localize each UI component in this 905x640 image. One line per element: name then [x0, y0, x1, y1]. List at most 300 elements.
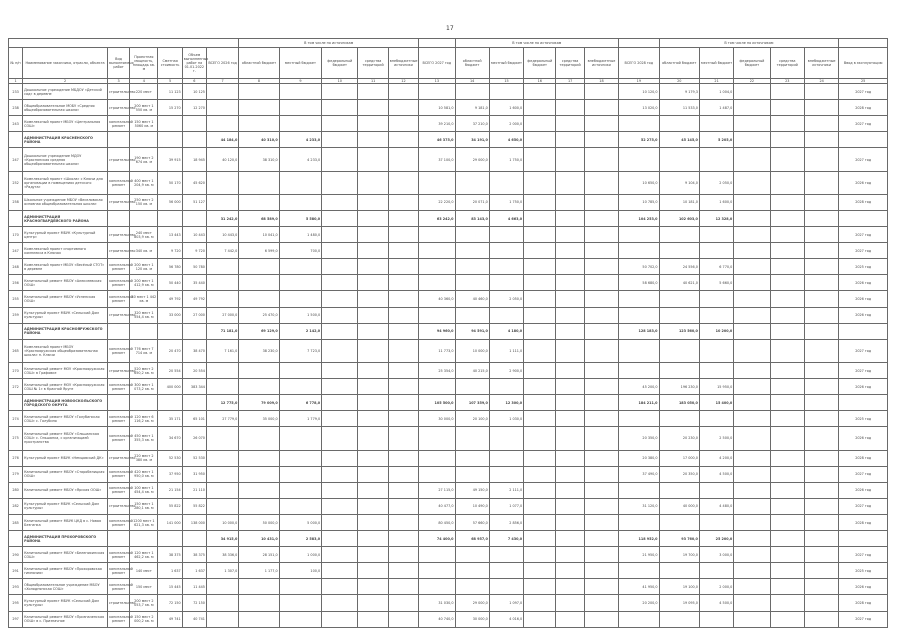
row-number-cell: 255: [9, 291, 23, 307]
table-cell: 24 556,0: [659, 259, 699, 275]
table-cell: [619, 148, 659, 171]
table-cell: [524, 362, 556, 378]
table-cell: [734, 116, 770, 132]
table-cell: 40 310,0: [239, 132, 279, 148]
table-row: [9, 379, 888, 395]
table-cell: [556, 362, 584, 378]
table-cell: [524, 482, 556, 498]
table-cell: [107, 531, 129, 547]
table-cell: [619, 514, 659, 530]
row-number-cell: 274: [9, 411, 23, 427]
table-cell: 50 702,0: [619, 259, 659, 275]
table-cell: 1 637: [158, 563, 182, 579]
table-cell: [734, 84, 770, 100]
table-cell: [619, 339, 659, 362]
table-cell: 1 487,0: [699, 100, 733, 116]
table-cell: 4 200,0: [699, 450, 733, 466]
column-header: Ввод в эксплуатацию: [839, 48, 888, 79]
table-cell: [322, 514, 358, 530]
table-cell: 20 554: [182, 362, 206, 378]
column-index: 18: [584, 79, 618, 84]
object-name-cell: Комплексный проект МБОУ «Весёлый СТОТ» в деревне: [23, 259, 108, 275]
table-cell: [556, 323, 584, 339]
table-cell: [584, 100, 618, 116]
table-cell: [734, 579, 770, 595]
table-cell: 57 660,0: [455, 514, 489, 530]
table-cell: [804, 498, 838, 514]
table-cell: [584, 259, 618, 275]
table-cell: [804, 482, 838, 498]
table-cell: 118 952,0: [619, 531, 659, 547]
group-header-2027: В том числе по источникам: [455, 39, 619, 48]
table-cell: [455, 547, 489, 563]
table-cell: [804, 579, 838, 595]
table-cell: 10 000,0: [455, 339, 489, 362]
object-name-cell: Капитальный ремонт МБОУ «Алексеевская ООШ»: [23, 275, 108, 291]
table-cell: 150 мест 2 000,2 кв. м: [130, 611, 158, 627]
table-cell: 10 000,0: [206, 514, 238, 530]
table-row: [9, 411, 888, 427]
table-cell: [584, 498, 618, 514]
table-cell: [524, 563, 556, 579]
table-cell: [358, 498, 388, 514]
table-cell: [584, 547, 618, 563]
table-cell: 49 741: [158, 611, 182, 627]
table-cell: [584, 243, 618, 259]
table-cell: [489, 259, 523, 275]
table-cell: [489, 171, 523, 194]
table-cell: [770, 171, 804, 194]
column-index: 9: [279, 79, 321, 84]
table-cell: 5 660,0: [699, 275, 733, 291]
table-cell: 34 915,0: [206, 531, 238, 547]
table-cell: 94 960,0: [419, 323, 455, 339]
table-cell: 49 150,0: [455, 482, 489, 498]
table-cell: [388, 379, 418, 395]
column-index: 14: [455, 79, 489, 84]
table-cell: [584, 395, 618, 411]
table-cell: 4 500,0: [699, 466, 733, 482]
table-cell: [419, 307, 455, 323]
section-total-row: [9, 210, 888, 226]
table-cell: [804, 148, 838, 171]
table-cell: [699, 307, 733, 323]
table-cell: [770, 611, 804, 627]
table-cell: 13 020,0: [619, 100, 659, 116]
object-name-cell: Дошкольное учреждение МБДОУ «Детский сад» в деревне: [23, 84, 108, 100]
table-cell: 1 750,0: [489, 148, 523, 171]
table-cell: [206, 379, 238, 395]
table-cell: 38 336,0: [206, 547, 238, 563]
table-cell: 420 мест 1 950,0 кв. м: [130, 466, 158, 482]
table-cell: [556, 427, 584, 450]
table-cell: [358, 411, 388, 427]
table-cell: [556, 482, 584, 498]
table-cell: [388, 395, 418, 411]
table-cell: [489, 307, 523, 323]
table-cell: [659, 611, 699, 627]
table-cell: 72 150: [182, 595, 206, 611]
column-header: местный бюджет: [699, 48, 733, 79]
table-cell: 9 720: [182, 243, 206, 259]
row-number-cell: 295: [9, 595, 23, 611]
table-cell: 383 344: [182, 379, 206, 395]
table-cell: [206, 498, 238, 514]
table-cell: [556, 498, 584, 514]
table-cell: [388, 595, 418, 611]
table-cell: 40 477,0: [419, 498, 455, 514]
object-name-cell: АДМИНИСТРАЦИЯ КРАСНОЯРУЖСКОГО РАЙОНА: [23, 323, 108, 339]
object-name-cell: Общеобразовательное учреждение МБОУ «Холоднянская СОШ»: [23, 579, 108, 595]
table-cell: [524, 595, 556, 611]
table-cell: 20 380,0: [619, 450, 659, 466]
table-cell: [388, 339, 418, 362]
table-cell: [770, 563, 804, 579]
table-row: [9, 116, 888, 132]
table-cell: 2 000,0: [489, 116, 523, 132]
table-cell: [419, 466, 455, 482]
table-cell: 2027 год: [839, 466, 888, 482]
table-cell: [239, 259, 279, 275]
table-cell: [388, 132, 418, 148]
column-header-row: [9, 48, 888, 79]
table-cell: [770, 482, 804, 498]
table-cell: [388, 307, 418, 323]
table-cell: 40 215,0: [455, 362, 489, 378]
table-cell: 25 470,0: [239, 307, 279, 323]
table-row: [9, 450, 888, 466]
table-cell: 40 мест 1 442 кв. м: [130, 291, 158, 307]
table-cell: [770, 132, 804, 148]
row-number-cell: 272: [9, 379, 23, 395]
table-cell: [388, 466, 418, 482]
column-header: внебюджетные источники: [804, 48, 838, 79]
table-cell: [358, 275, 388, 291]
table-cell: [770, 259, 804, 275]
table-cell: 19 100,0: [659, 579, 699, 595]
table-cell: [734, 531, 770, 547]
table-cell: [734, 275, 770, 291]
table-cell: [770, 450, 804, 466]
table-cell: [358, 227, 388, 243]
table-cell: [279, 482, 321, 498]
table-cell: [419, 84, 455, 100]
table-cell: 49 792: [182, 291, 206, 307]
table-cell: 10 120,0: [619, 84, 659, 100]
table-cell: 4 233,0: [279, 148, 321, 171]
object-name-cell: АДМИНИСТРАЦИЯ НОВООСКОЛЬСКОГО ГОРОДСКОГО ОКРУГА: [23, 395, 108, 411]
row-number-cell: 258: [9, 194, 23, 210]
table-cell: [358, 563, 388, 579]
table-cell: капитальный ремонт: [107, 579, 129, 595]
table-cell: [239, 84, 279, 100]
table-cell: [584, 379, 618, 395]
table-cell: [734, 148, 770, 171]
column-header: внебюджетные источники: [584, 48, 618, 79]
row-number-cell: 247: [9, 243, 23, 259]
table-row: [9, 194, 888, 210]
table-cell: [455, 379, 489, 395]
table-cell: 39 210,0: [419, 116, 455, 132]
object-name-cell: АДМИНИСТРАЦИЯ КРАСНОГВАРДЕЙСКОГО РАЙОНА: [23, 210, 108, 226]
table-cell: 2026 год: [839, 379, 888, 395]
table-cell: [455, 84, 489, 100]
table-cell: [524, 148, 556, 171]
table-cell: [770, 427, 804, 450]
row-number-cell: 233: [9, 84, 23, 100]
table-cell: 9 720: [158, 243, 182, 259]
table-cell: [804, 547, 838, 563]
table-cell: 52 530: [182, 450, 206, 466]
object-name-cell: Капитальный ремонт МБОУ «Успенская ООШ»: [23, 291, 108, 307]
table-cell: [322, 427, 358, 450]
table-cell: [524, 210, 556, 226]
table-cell: [206, 84, 238, 100]
table-cell: капитальный ремонт: [107, 514, 129, 530]
table-cell: [158, 323, 182, 339]
table-cell: [770, 100, 804, 116]
table-cell: [358, 323, 388, 339]
table-cell: [279, 84, 321, 100]
table-cell: [524, 379, 556, 395]
table-cell: 52 275,0: [619, 132, 659, 148]
table-cell: [584, 531, 618, 547]
table-cell: [770, 579, 804, 595]
table-cell: 52 530: [158, 450, 182, 466]
table-cell: 11 123: [158, 84, 182, 100]
table-cell: 74 400,0: [419, 531, 455, 547]
table-cell: [556, 291, 584, 307]
table-cell: капитальный ремонт: [107, 466, 129, 482]
table-cell: 65 101: [182, 411, 206, 427]
column-header: средства территорий: [556, 48, 584, 79]
table-cell: [556, 395, 584, 411]
table-cell: строительство: [107, 498, 129, 514]
table-cell: 2027 год: [839, 243, 888, 259]
table-cell: [182, 116, 206, 132]
table-cell: 26 070: [182, 427, 206, 450]
table-cell: [206, 116, 238, 132]
table-cell: [489, 275, 523, 291]
table-cell: [388, 171, 418, 194]
object-name-cell: Культурный проект МБУК «Сельский Дом культуры»: [23, 498, 108, 514]
table-cell: 50 780: [182, 259, 206, 275]
table-cell: [734, 547, 770, 563]
table-cell: [770, 547, 804, 563]
table-cell: 20 230,0: [659, 427, 699, 450]
table-cell: 27 000,0: [206, 307, 238, 323]
table-cell: 19 095,0: [659, 595, 699, 611]
object-name-cell: Капитальный ремонт МБОУ «Призначенская ООШ» в с. Призначное: [23, 611, 108, 627]
table-cell: [804, 379, 838, 395]
table-cell: [322, 595, 358, 611]
table-cell: [524, 275, 556, 291]
object-name-cell: Капитальный ремонт МБОУ «Старобелицкая ООШ»: [23, 466, 108, 482]
table-cell: капитальный ремонт: [107, 547, 129, 563]
table-cell: [839, 132, 888, 148]
object-name-cell: Школьное учреждение МБОУ «Веселовская основная общеобразовательная школа»: [23, 194, 108, 210]
table-row: [9, 307, 888, 323]
object-name-cell: Комплексный проект «Школа» с Ключи для организации в помещениях детского «Радуга»: [23, 171, 108, 194]
table-cell: [239, 291, 279, 307]
table-cell: [455, 171, 489, 194]
table-cell: [584, 595, 618, 611]
table-cell: [419, 227, 455, 243]
column-index: 16: [524, 79, 556, 84]
table-cell: [770, 227, 804, 243]
table-cell: [804, 171, 838, 194]
column-header: областной бюджет: [239, 48, 279, 79]
table-cell: [804, 84, 838, 100]
table-cell: [358, 531, 388, 547]
table-cell: [206, 611, 238, 627]
table-cell: 2026 год: [839, 291, 888, 307]
table-cell: [358, 395, 388, 411]
table-cell: 9 179,3: [659, 84, 699, 100]
table-cell: [322, 307, 358, 323]
table-cell: 104 253,0: [619, 210, 659, 226]
table-cell: [107, 132, 129, 148]
table-cell: [107, 210, 129, 226]
table-cell: 2025 год: [839, 259, 888, 275]
table-cell: 150 мест 1 5060 кв. м: [130, 116, 158, 132]
table-cell: [279, 171, 321, 194]
table-cell: 27 779,0: [206, 411, 238, 427]
table-cell: 5 000,0: [279, 514, 321, 530]
table-cell: [770, 498, 804, 514]
table-cell: 39 915: [158, 148, 182, 171]
row-number-cell: 275: [9, 427, 23, 450]
table-cell: [489, 379, 523, 395]
table-cell: [556, 547, 584, 563]
table-cell: [699, 514, 733, 530]
table-cell: 20 350,0: [619, 427, 659, 450]
object-name-cell: Капитальный ремонт МБУК ЦКД в с. Новая Безгинка: [23, 514, 108, 530]
table-cell: [734, 427, 770, 450]
table-cell: 37 100,0: [419, 148, 455, 171]
table-cell: [699, 243, 733, 259]
table-row: [9, 482, 888, 498]
table-cell: 45 200,0: [619, 379, 659, 395]
table-cell: [182, 323, 206, 339]
table-cell: [734, 362, 770, 378]
table-cell: [524, 171, 556, 194]
table-cell: [206, 275, 238, 291]
table-cell: [584, 194, 618, 210]
table-cell: 68 957,0: [455, 531, 489, 547]
table-cell: 6 778,0: [279, 395, 321, 411]
table-cell: 1 637: [182, 563, 206, 579]
table-cell: [239, 595, 279, 611]
table-cell: [358, 148, 388, 171]
table-cell: [584, 307, 618, 323]
table-cell: [804, 339, 838, 362]
table-cell: [770, 339, 804, 362]
table-cell: [804, 611, 838, 627]
table-cell: [419, 379, 455, 395]
table-cell: [770, 514, 804, 530]
column-header: федеральный бюджет: [734, 48, 770, 79]
table-cell: [279, 362, 321, 378]
object-name-cell: АДМИНИСТРАЦИЯ КРАСНЕНСКОГО РАЙОНА: [23, 132, 108, 148]
table-cell: [322, 210, 358, 226]
table-cell: [770, 194, 804, 210]
row-number-cell: 170: [9, 227, 23, 243]
row-number-cell: 252: [9, 171, 23, 194]
table-cell: 30 000,0: [419, 411, 455, 427]
table-cell: [419, 579, 455, 595]
table-cell: [804, 100, 838, 116]
row-number-cell: 293: [9, 579, 23, 595]
table-cell: 2028 год: [839, 514, 888, 530]
table-cell: [734, 171, 770, 194]
table-cell: [419, 450, 455, 466]
table-cell: [659, 243, 699, 259]
table-cell: 200 мест 2 053,7 кв. м: [130, 595, 158, 611]
table-cell: 2026 год: [839, 171, 888, 194]
table-cell: [556, 466, 584, 482]
table-cell: 150 мест 1 280,1 кв. м: [130, 498, 158, 514]
table-cell: [619, 611, 659, 627]
table-cell: [524, 84, 556, 100]
table-cell: [584, 450, 618, 466]
row-number-cell: 282: [9, 498, 23, 514]
table-cell: [770, 291, 804, 307]
table-row: [9, 498, 888, 514]
table-cell: 40 460,0: [455, 291, 489, 307]
table-cell: [107, 395, 129, 411]
table-row: [9, 466, 888, 482]
table-cell: [182, 531, 206, 547]
table-cell: [734, 243, 770, 259]
table-cell: 220 мест 2 380 кв. м: [130, 450, 158, 466]
table-cell: [322, 116, 358, 132]
table-cell: 1 077,0: [489, 498, 523, 514]
table-cell: [419, 547, 455, 563]
table-cell: [584, 84, 618, 100]
column-index: 19: [619, 79, 659, 84]
table-cell: [770, 148, 804, 171]
table-cell: 21 154: [158, 482, 182, 498]
table-cell: 10 431,0: [239, 531, 279, 547]
table-cell: [524, 100, 556, 116]
column-header: № п/п: [9, 48, 23, 79]
column-index: 3: [107, 79, 129, 84]
row-number-cell: 238: [9, 100, 23, 116]
table-cell: 50 000,0: [239, 514, 279, 530]
table-cell: 10 650,0: [619, 171, 659, 194]
table-cell: [130, 210, 158, 226]
table-cell: [158, 210, 182, 226]
table-cell: 2027 год: [839, 611, 888, 627]
table-cell: 776 мест 7 714 кв. м: [130, 339, 158, 362]
table-cell: 3 000,0: [699, 547, 733, 563]
column-index: 17: [556, 79, 584, 84]
table-cell: [388, 498, 418, 514]
table-cell: 17 000,0: [659, 450, 699, 466]
table-cell: [279, 194, 321, 210]
row-number-cell: [9, 395, 23, 411]
table-cell: 15 270: [158, 100, 182, 116]
table-cell: [206, 259, 238, 275]
table-cell: [358, 84, 388, 100]
table-cell: [322, 227, 358, 243]
table-cell: [489, 466, 523, 482]
table-cell: [279, 100, 321, 116]
table-cell: [358, 466, 388, 482]
table-cell: [322, 259, 358, 275]
table-cell: 1 500,0: [279, 307, 321, 323]
